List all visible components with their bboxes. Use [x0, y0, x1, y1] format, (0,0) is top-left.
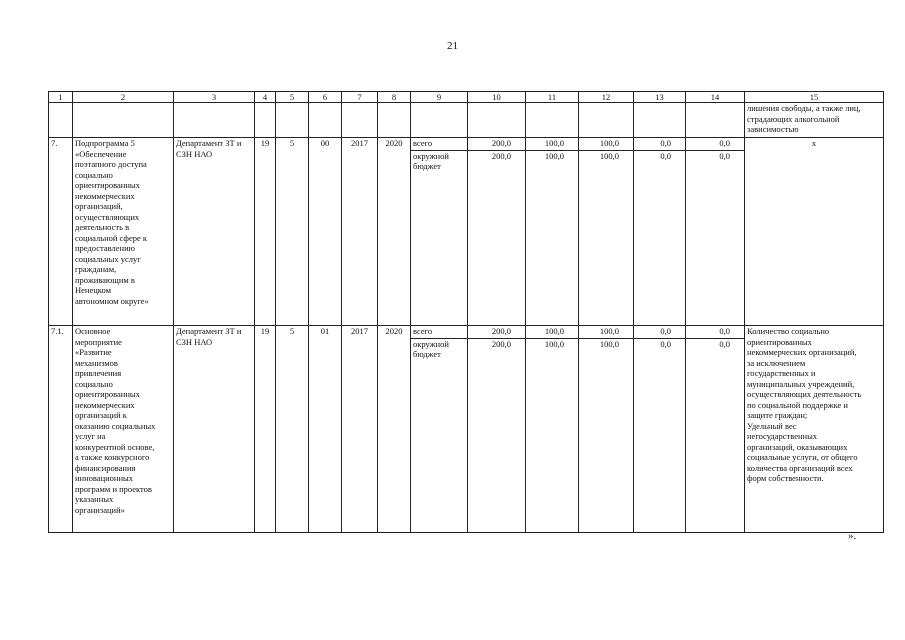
- source-budget: окружной бюджет: [411, 338, 467, 360]
- value-total: 0,0: [719, 138, 730, 148]
- page-number: 21: [447, 40, 458, 52]
- code-6: 00: [309, 138, 342, 326]
- header-cell: 8: [378, 92, 411, 103]
- value-total: 100,0: [544, 138, 564, 148]
- program-table: [48, 91, 884, 533]
- code-6: 01: [309, 326, 342, 533]
- value-budget: 0,0: [686, 150, 744, 162]
- row-number: 7.: [49, 138, 73, 326]
- value-col-12: [579, 326, 634, 533]
- code-5: 5: [276, 326, 309, 533]
- header-cell: 7: [342, 92, 378, 103]
- header-cell: 5: [276, 92, 309, 103]
- table-row: [49, 326, 884, 533]
- value-total: 200,0: [491, 326, 511, 336]
- value-col-13: [634, 326, 686, 533]
- indicator: х: [745, 138, 884, 326]
- header-cell: 2: [73, 92, 174, 103]
- funding-source: [411, 326, 468, 533]
- value-budget: 0,0: [686, 338, 744, 350]
- value-col-14: [686, 138, 745, 326]
- value-budget: 200,0: [468, 150, 525, 162]
- source-total: всего: [413, 138, 433, 148]
- header-cell: 15: [745, 92, 884, 103]
- continuation-row: [49, 103, 884, 138]
- header-cell: 10: [468, 92, 526, 103]
- header-cell: 3: [174, 92, 255, 103]
- header-cell: 9: [411, 92, 468, 103]
- value-col-11: [526, 326, 579, 533]
- header-row: [49, 92, 884, 103]
- year-end: 2020: [378, 326, 411, 533]
- value-col-10: [468, 326, 526, 533]
- header-cell: 1: [49, 92, 73, 103]
- value-total: 100,0: [544, 326, 564, 336]
- header-cell: 6: [309, 92, 342, 103]
- header-cell: 13: [634, 92, 686, 103]
- value-col-10: [468, 138, 526, 326]
- value-total: 0,0: [660, 326, 671, 336]
- code-4: 19: [255, 326, 276, 533]
- value-budget: 100,0: [579, 150, 633, 162]
- program-name: Основное мероприятие «Развитие механизмов привлечения социально ориентированных некоммерческих организаций к оказанию социальных услуг на конкурентной основе, а также конкурсного финансирования инновационных программ и проектов указанных организаций»: [73, 326, 174, 533]
- department: Департамент ЗТ и СЗН НАО: [174, 326, 255, 533]
- continuation-text: лишения свободы, а также лиц, страдающих алкогольной зависимостью: [745, 103, 884, 138]
- header-cell: 12: [579, 92, 634, 103]
- value-total: 200,0: [491, 138, 511, 148]
- indicator: Количество социально ориентированных некоммерческих организаций, за исключением государственных и муниципальных учреждений, осуществляющих деятельность по социальной поддержке и защите граждан; Удельный вес негосударственных организаций, оказывающих социальные услуги, от общего количества организаций всех форм собственности.: [745, 326, 884, 533]
- row-number: 7.1.: [49, 326, 73, 533]
- value-budget: 100,0: [579, 338, 633, 350]
- value-total: 100,0: [599, 326, 619, 336]
- year-start: 2017: [342, 138, 378, 326]
- department: Департамент ЗТ и СЗН НАО: [174, 138, 255, 326]
- value-total: 0,0: [719, 326, 730, 336]
- year-end: 2020: [378, 138, 411, 326]
- value-budget: 0,0: [634, 150, 685, 162]
- header-cell: 4: [255, 92, 276, 103]
- code-5: 5: [276, 138, 309, 326]
- value-budget: 200,0: [468, 338, 525, 350]
- header-cell: 14: [686, 92, 745, 103]
- value-col-14: [686, 326, 745, 533]
- value-budget: 0,0: [634, 338, 685, 350]
- value-total: 100,0: [599, 138, 619, 148]
- value-col-12: [579, 138, 634, 326]
- code-4: 19: [255, 138, 276, 326]
- value-col-13: [634, 138, 686, 326]
- table-row: [49, 138, 884, 326]
- value-col-11: [526, 138, 579, 326]
- program-name: Подпрограмма 5 «Обеспечение поэтапного доступа социально ориентированных некоммерческих организаций, осуществляющих деятельность в социальной сфере к предоставлению социальных услуг гражданам, проживающим в Ненецком автономном округе»: [73, 138, 174, 326]
- funding-source: [411, 138, 468, 326]
- year-start: 2017: [342, 326, 378, 533]
- value-budget: 100,0: [526, 338, 578, 350]
- value-budget: 100,0: [526, 150, 578, 162]
- source-total: всего: [413, 326, 433, 336]
- source-budget: окружной бюджет: [411, 150, 467, 172]
- closing-mark: ».: [848, 530, 857, 542]
- value-total: 0,0: [660, 138, 671, 148]
- header-cell: 11: [526, 92, 579, 103]
